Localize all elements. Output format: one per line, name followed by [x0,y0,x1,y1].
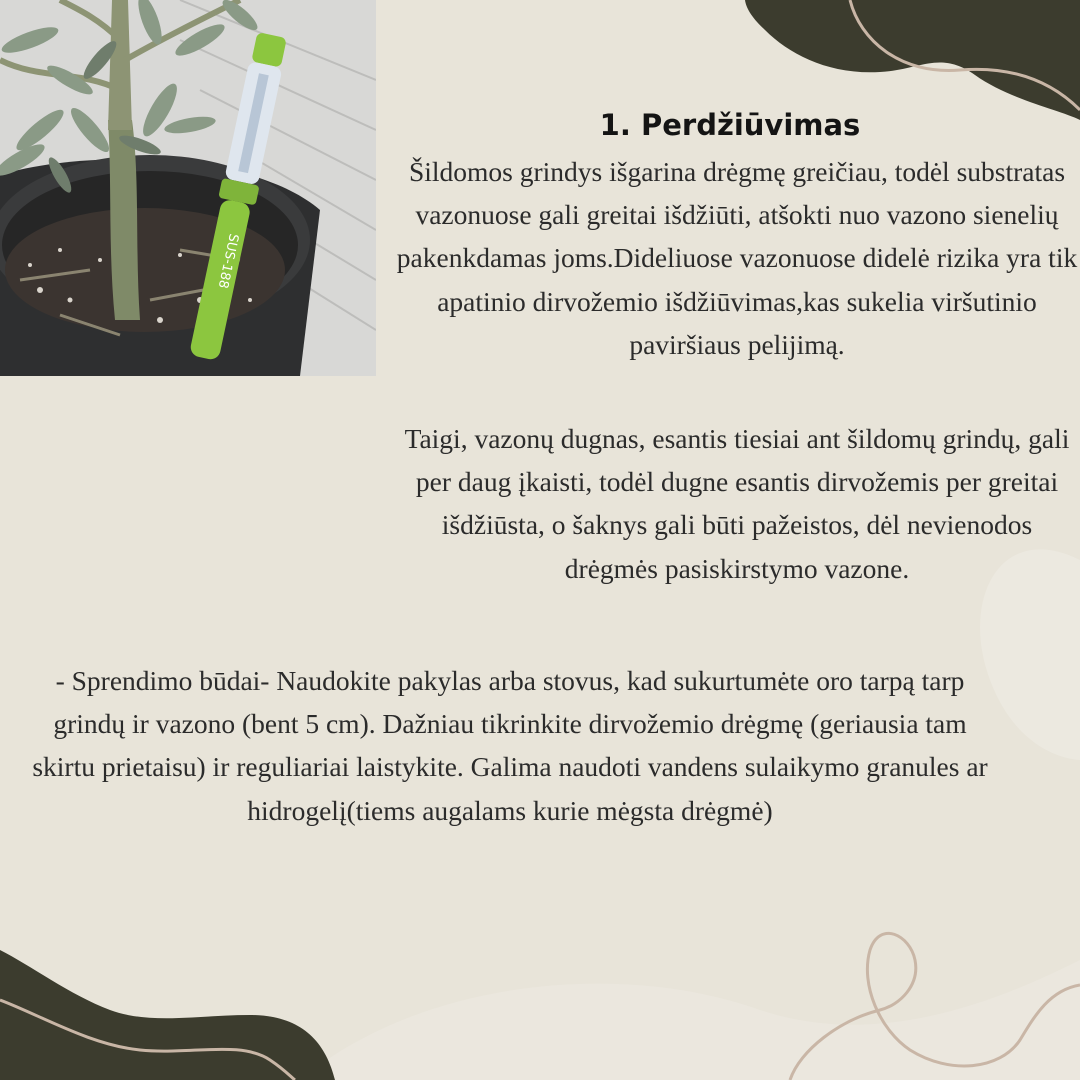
light-wave-shape-bottom [300,960,1080,1080]
top-right-dark-blob [745,0,1080,120]
plant-photo [0,0,376,376]
section-heading: 1. Perdžiūvimas [599,108,861,142]
bottom-left-dark-blob [0,950,335,1080]
paragraph-pot-bottom: Taigi, vazonų dugnas, esantis tiesiai ant šildomų grindų, gali per daug įkaisti, todėl dugne esantis dirvožemis per greitai išdžiūsta, o šaknys gali būti pažeistos, dėl nevienodos drėgmės pasiskirstymo vazone. [404,423,1070,584]
solutions-paragraph: - Sprendimo būdai- Naudokite pakylas arba stovus, kad sukurtumėte oro tarpą tarp grindų ir vazono (bent 5 cm). Dažniau tikrinkite dirvožemio drėgmę (geriausia tam skirtu prietaisu) ir reguliariai laistykite. Galima naudoti vandens sulaikymo granules ar hidrogelį(tiems augalams kurie mėgsta drėgmė) [32,665,988,826]
meter-label: SUS-188 [214,232,241,290]
paragraph-drying-effects: Šildomos grindys išgarina drėgmę greičiau, todėl substratas vazonuose gali greitai išdžiūti, atšokti nuo vazono sienelių pakenkdamas joms.Dideliuose vazonuose didelė rizika yra tik apatinio dirvožemio išdžiūvimas,kas sukelia viršutinio paviršiaus pelijimą. [396,156,1078,360]
